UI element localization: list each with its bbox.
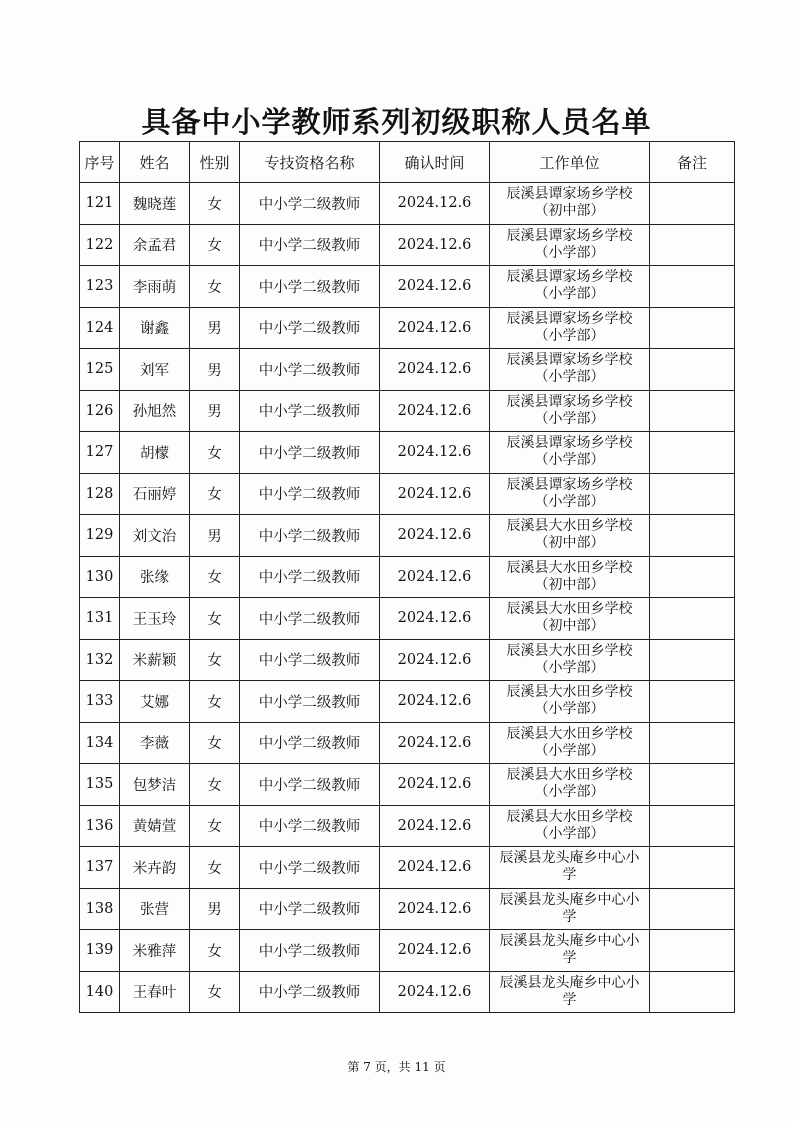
cell-gender: 女 [190,805,240,847]
cell-qualification: 中小学二级教师 [240,930,380,972]
cell-qualification: 中小学二级教师 [240,971,380,1013]
cell-date: 2024.12.6 [380,805,490,847]
cell-name: 艾娜 [120,681,190,723]
cell-qualification: 中小学二级教师 [240,598,380,640]
cell-date: 2024.12.6 [380,722,490,764]
cell-unit-line2: （小学部） [534,701,605,718]
cell-unit [490,307,650,349]
table-row [80,598,735,640]
cell-no: 131 [80,598,120,640]
cell-qualification: 中小学二级教师 [240,847,380,889]
cell-qualification: 中小学二级教师 [240,183,380,225]
cell-qualification: 中小学二级教师 [240,639,380,681]
cell-note [650,681,735,723]
cell-unit-line1: 辰溪县谭家场乡学校 [506,310,633,327]
cell-name: 李雨萌 [120,266,190,308]
cell-name: 张营 [120,888,190,930]
cell-gender: 女 [190,556,240,598]
cell-qualification: 中小学二级教师 [240,764,380,806]
cell-name: 李薇 [120,722,190,764]
cell-gender: 女 [190,598,240,640]
cell-note [650,515,735,557]
cell-date: 2024.12.6 [380,598,490,640]
col-header-note: 备注 [650,142,735,183]
cell-unit [490,556,650,598]
cell-no: 130 [80,556,120,598]
cell-no: 121 [80,183,120,225]
cell-unit [490,681,650,723]
cell-no: 134 [80,722,120,764]
cell-note [650,598,735,640]
table-row [80,390,735,432]
cell-no: 132 [80,639,120,681]
cell-unit-line2: 学 [562,908,577,925]
cell-name: 刘文治 [120,515,190,557]
cell-gender: 男 [190,515,240,557]
cell-name: 胡檬 [120,432,190,474]
cell-unit-line2: （初中部） [534,576,605,593]
cell-unit-line2: 学 [562,867,577,884]
cell-unit-line2: （初中部） [534,203,605,220]
table-row [80,971,735,1013]
cell-gender: 男 [190,349,240,391]
cell-qualification: 中小学二级教师 [240,556,380,598]
cell-unit [490,722,650,764]
cell-name: 米卉韵 [120,847,190,889]
table-row [80,722,735,764]
cell-gender: 女 [190,183,240,225]
cell-note [650,805,735,847]
cell-unit-line2: （初中部） [534,535,605,552]
cell-gender: 女 [190,764,240,806]
cell-unit-line1: 辰溪县谭家场乡学校 [506,227,633,244]
cell-date: 2024.12.6 [380,971,490,1013]
table-row [80,349,735,391]
cell-no: 128 [80,473,120,515]
table-row [80,764,735,806]
cell-unit-line2: （小学部） [534,659,605,676]
cell-unit-line1: 辰溪县大水田乡学校 [506,808,633,825]
col-header-date: 确认时间 [380,142,490,183]
cell-unit [490,847,650,889]
cell-unit-line1: 辰溪县大水田乡学校 [506,684,633,701]
cell-unit-line2: （小学部） [534,742,605,759]
col-header-no: 序号 [80,142,120,183]
cell-unit [490,224,650,266]
cell-no: 136 [80,805,120,847]
cell-date: 2024.12.6 [380,266,490,308]
cell-no: 137 [80,847,120,889]
cell-unit-line2: 学 [562,950,577,967]
cell-qualification: 中小学二级教师 [240,390,380,432]
cell-unit [490,971,650,1013]
cell-unit-line2: （小学部） [534,493,605,510]
cell-unit-line1: 辰溪县谭家场乡学校 [506,352,633,369]
cell-date: 2024.12.6 [380,390,490,432]
cell-unit-line1: 辰溪县龙头庵乡中心小 [499,974,640,991]
cell-note [650,224,735,266]
cell-note [650,390,735,432]
cell-unit-line1: 辰溪县谭家场乡学校 [506,186,633,203]
cell-date: 2024.12.6 [380,224,490,266]
cell-qualification: 中小学二级教师 [240,888,380,930]
cell-gender: 男 [190,888,240,930]
cell-unit [490,764,650,806]
page-title: 具备中小学教师系列初级职称人员名单 [141,105,652,139]
cell-unit [490,390,650,432]
cell-date: 2024.12.6 [380,556,490,598]
cell-unit-line1: 辰溪县大水田乡学校 [506,518,633,535]
cell-name: 米薪颖 [120,639,190,681]
cell-gender: 女 [190,639,240,681]
cell-name: 石丽婷 [120,473,190,515]
cell-unit-line1: 辰溪县大水田乡学校 [506,642,633,659]
cell-unit-line1: 辰溪县龙头庵乡中心小 [499,850,640,867]
cell-date: 2024.12.6 [380,888,490,930]
cell-no: 123 [80,266,120,308]
table-row [80,266,735,308]
cell-unit [490,930,650,972]
cell-date: 2024.12.6 [380,349,490,391]
cell-note [650,847,735,889]
cell-qualification: 中小学二级教师 [240,224,380,266]
cell-qualification: 中小学二级教师 [240,349,380,391]
cell-name: 谢鑫 [120,307,190,349]
cell-name: 刘军 [120,349,190,391]
cell-note [650,930,735,972]
table-row [80,681,735,723]
cell-date: 2024.12.6 [380,515,490,557]
cell-qualification: 中小学二级教师 [240,515,380,557]
cell-no: 138 [80,888,120,930]
cell-gender: 女 [190,971,240,1013]
cell-unit [490,183,650,225]
cell-unit-line2: （小学部） [534,286,605,303]
table-row [80,639,735,681]
table-row [80,847,735,889]
cell-no: 140 [80,971,120,1013]
cell-qualification: 中小学二级教师 [240,307,380,349]
cell-date: 2024.12.6 [380,930,490,972]
cell-unit-line1: 辰溪县龙头庵乡中心小 [499,933,640,950]
cell-no: 139 [80,930,120,972]
cell-unit [490,349,650,391]
staff-table [79,141,735,1013]
cell-unit-line1: 辰溪县大水田乡学校 [506,725,633,742]
cell-note [650,556,735,598]
col-header-name: 姓名 [120,142,190,183]
cell-date: 2024.12.6 [380,639,490,681]
table-row [80,805,735,847]
cell-note [650,639,735,681]
col-header-gender: 性别 [190,142,240,183]
table-row [80,432,735,474]
cell-name: 魏晓莲 [120,183,190,225]
cell-gender: 女 [190,722,240,764]
cell-note [650,183,735,225]
cell-name: 王玉玲 [120,598,190,640]
cell-gender: 女 [190,681,240,723]
cell-unit [490,515,650,557]
cell-unit-line2: （小学部） [534,327,605,344]
cell-unit [490,639,650,681]
cell-note [650,764,735,806]
cell-gender: 女 [190,847,240,889]
cell-gender: 女 [190,266,240,308]
cell-note [650,971,735,1013]
cell-unit-line1: 辰溪县谭家场乡学校 [506,269,633,286]
cell-unit-line2: （小学部） [534,369,605,386]
cell-qualification: 中小学二级教师 [240,681,380,723]
cell-unit [490,473,650,515]
cell-gender: 女 [190,432,240,474]
cell-name: 包梦洁 [120,764,190,806]
cell-gender: 女 [190,224,240,266]
cell-unit [490,805,650,847]
cell-no: 129 [80,515,120,557]
cell-date: 2024.12.6 [380,473,490,515]
cell-note [650,432,735,474]
cell-no: 127 [80,432,120,474]
cell-no: 124 [80,307,120,349]
cell-unit-line1: 辰溪县谭家场乡学校 [506,435,633,452]
cell-note [650,888,735,930]
table-row [80,888,735,930]
cell-note [650,349,735,391]
col-header-unit: 工作单位 [490,142,650,183]
cell-unit-line2: （小学部） [534,452,605,469]
cell-date: 2024.12.6 [380,681,490,723]
cell-no: 126 [80,390,120,432]
cell-date: 2024.12.6 [380,764,490,806]
cell-unit [490,266,650,308]
header-row [80,142,735,183]
cell-qualification: 中小学二级教师 [240,473,380,515]
cell-name: 张缘 [120,556,190,598]
cell-qualification: 中小学二级教师 [240,266,380,308]
table-row [80,556,735,598]
cell-date: 2024.12.6 [380,432,490,474]
cell-name: 余孟君 [120,224,190,266]
cell-name: 孙旭然 [120,390,190,432]
cell-date: 2024.12.6 [380,307,490,349]
cell-unit [490,432,650,474]
cell-name: 王春叶 [120,971,190,1013]
cell-note [650,307,735,349]
cell-unit-line1: 辰溪县谭家场乡学校 [506,393,633,410]
cell-unit-line2: 学 [562,991,577,1008]
table-row [80,473,735,515]
cell-no: 135 [80,764,120,806]
cell-unit-line1: 辰溪县谭家场乡学校 [506,476,633,493]
cell-unit-line1: 辰溪县大水田乡学校 [506,601,633,618]
cell-note [650,473,735,515]
col-header-qualification: 专技资格名称 [240,142,380,183]
table-row [80,930,735,972]
cell-unit-line1: 辰溪县大水田乡学校 [506,767,633,784]
table-row [80,183,735,225]
table-row [80,224,735,266]
cell-gender: 男 [190,307,240,349]
cell-unit [490,888,650,930]
cell-qualification: 中小学二级教师 [240,722,380,764]
cell-no: 125 [80,349,120,391]
cell-date: 2024.12.6 [380,183,490,225]
cell-unit-line1: 辰溪县龙头庵乡中心小 [499,891,640,908]
cell-note [650,722,735,764]
cell-unit-line2: （小学部） [534,784,605,801]
cell-qualification: 中小学二级教师 [240,805,380,847]
cell-unit-line2: （初中部） [534,618,605,635]
table-row [80,515,735,557]
cell-name: 米雅萍 [120,930,190,972]
cell-unit [490,598,650,640]
cell-unit-line1: 辰溪县大水田乡学校 [506,559,633,576]
cell-unit-line2: （小学部） [534,244,605,261]
cell-gender: 男 [190,390,240,432]
cell-gender: 女 [190,930,240,972]
cell-unit-line2: （小学部） [534,410,605,427]
cell-no: 122 [80,224,120,266]
page-footer: 第 7 页，共 11 页 [347,1060,446,1074]
cell-unit-line2: （小学部） [534,825,605,842]
table-row [80,307,735,349]
cell-gender: 女 [190,473,240,515]
cell-date: 2024.12.6 [380,847,490,889]
cell-name: 黄婧萱 [120,805,190,847]
cell-no: 133 [80,681,120,723]
cell-note [650,266,735,308]
cell-qualification: 中小学二级教师 [240,432,380,474]
